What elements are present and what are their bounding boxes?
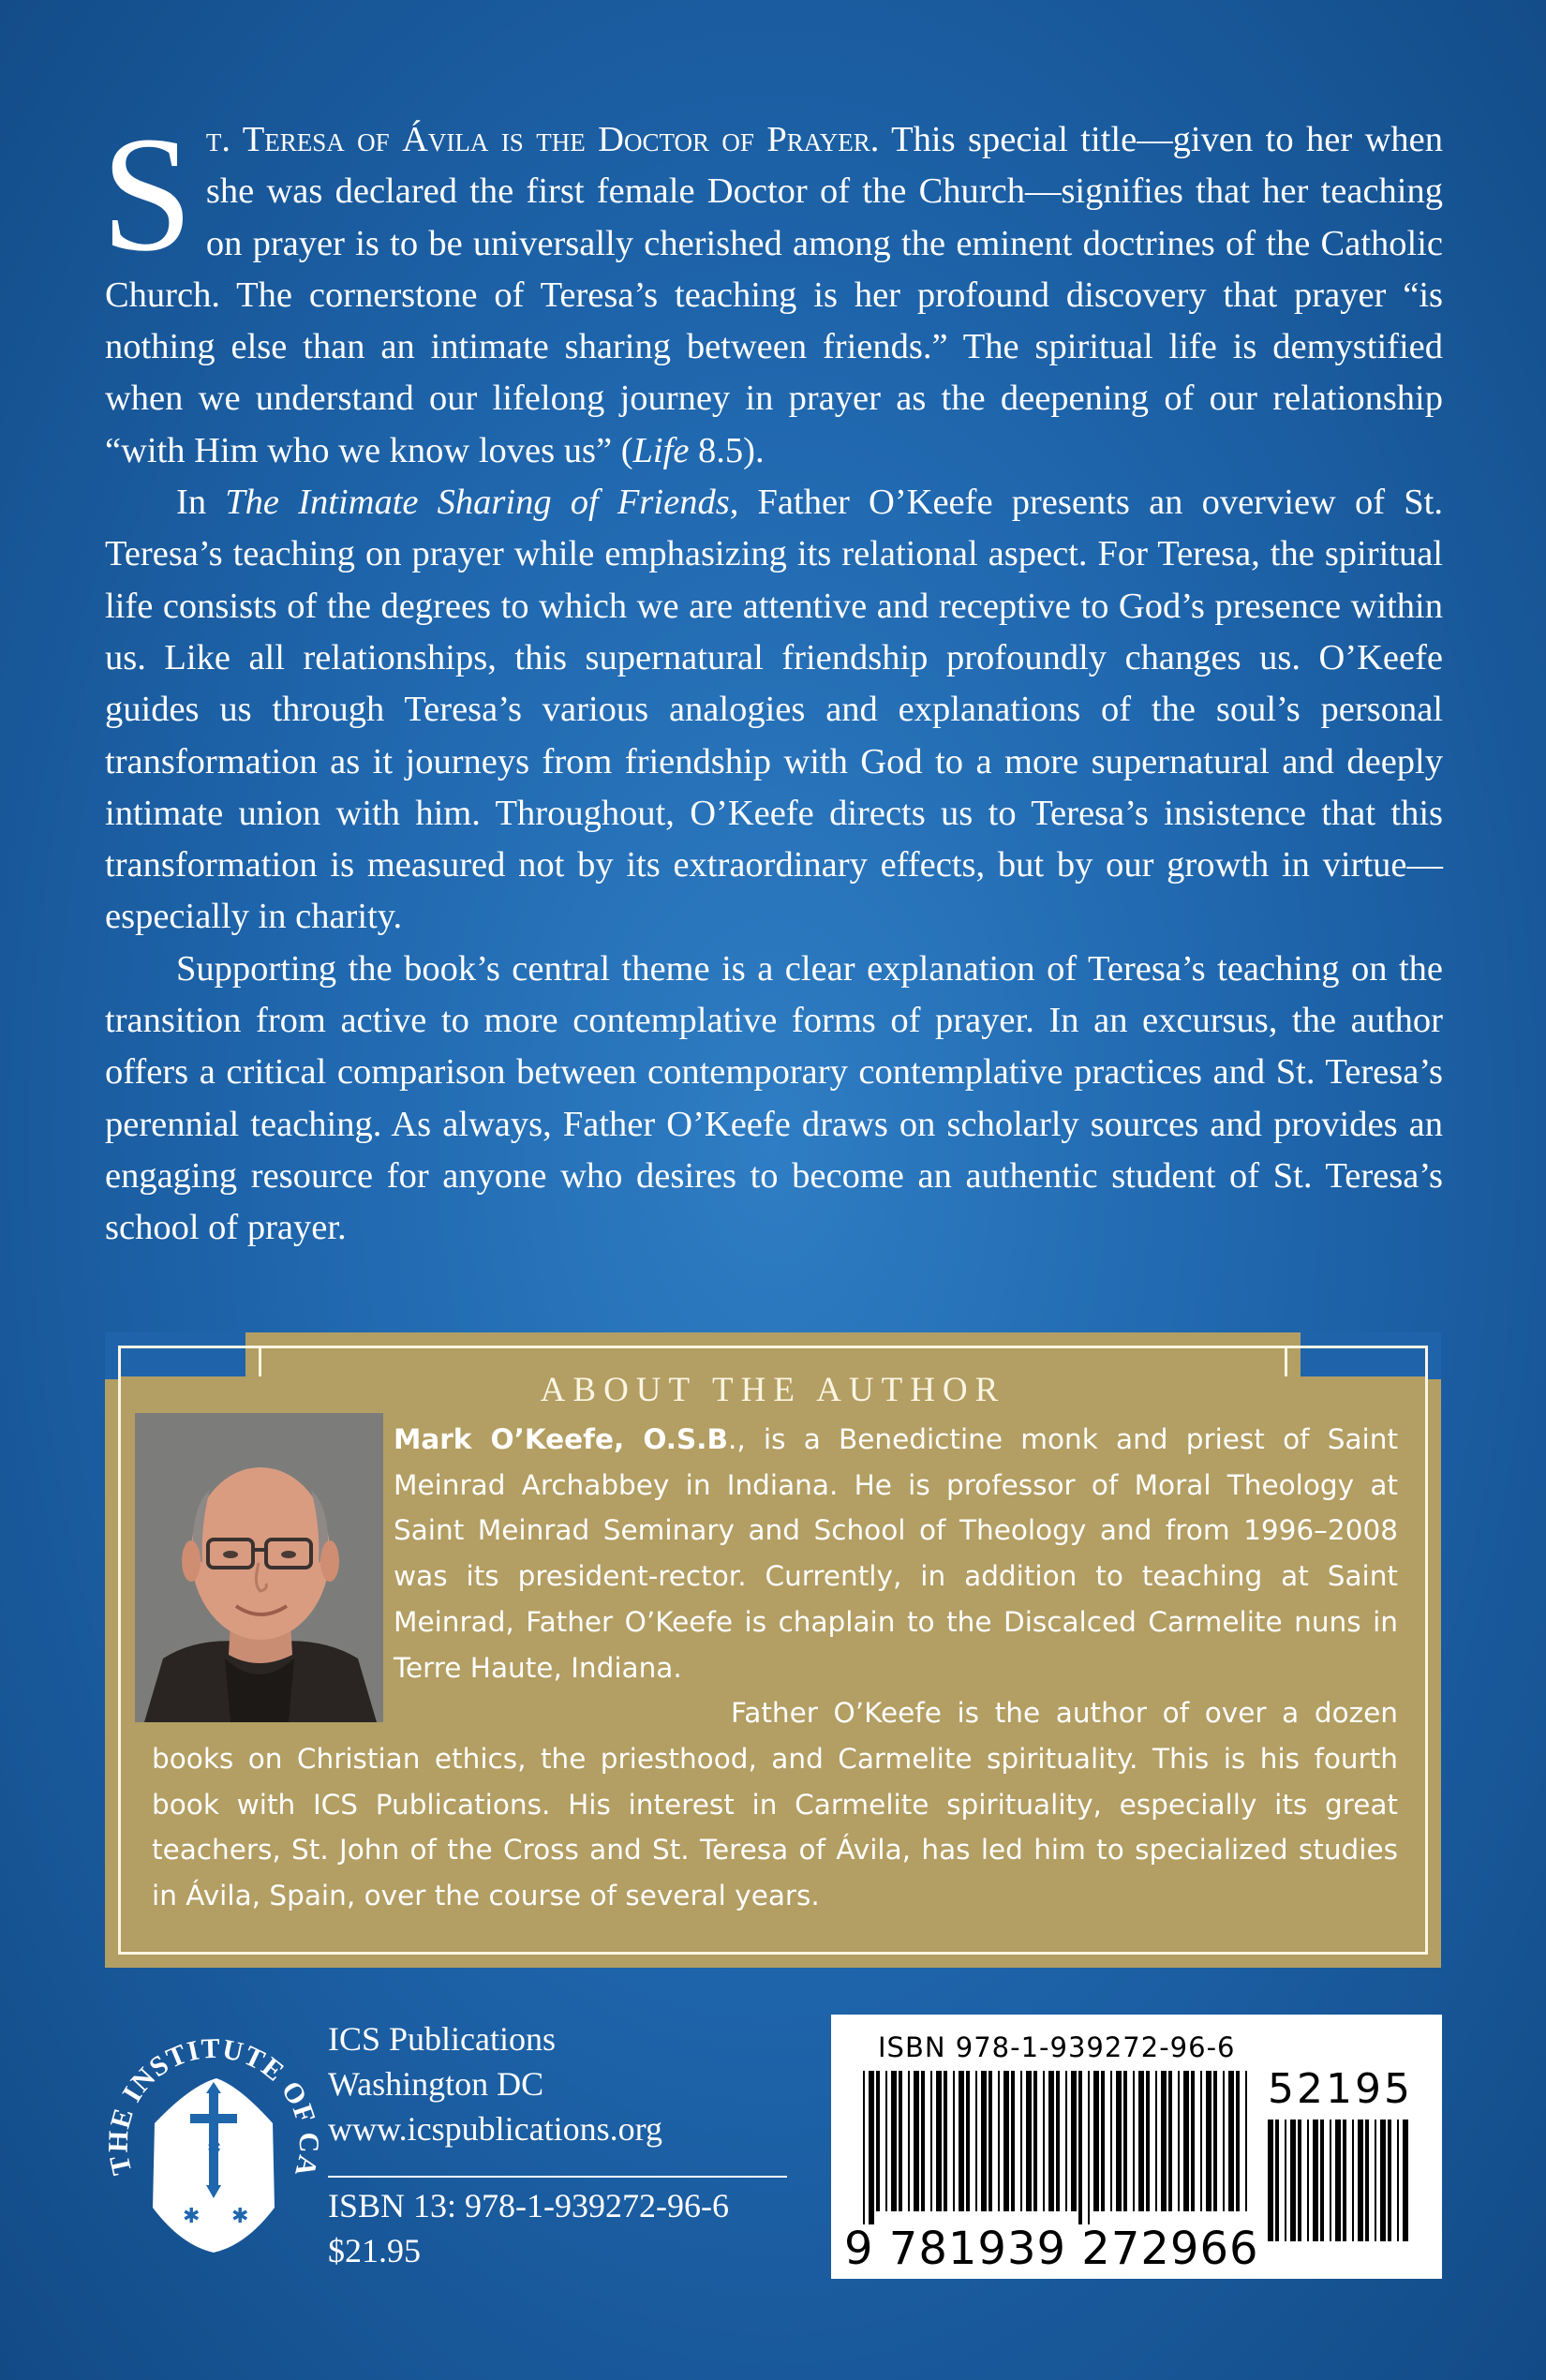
barcode-bar — [891, 2071, 897, 2211]
publisher-info — [328, 2016, 662, 2151]
barcode-bar — [1020, 2071, 1022, 2211]
barcode-bar — [1026, 2071, 1032, 2211]
author-name: Mark O’Keefe, O.S.B — [394, 1423, 728, 1455]
barcode-bar — [863, 2071, 865, 2224]
barcode-bar — [1178, 2071, 1180, 2211]
barcode-bar — [914, 2071, 919, 2211]
barcode-bar — [1146, 2071, 1150, 2211]
carmelite-institute-seal — [97, 2013, 331, 2275]
barcode-bar — [1352, 2120, 1354, 2241]
barcode-bar — [953, 2071, 955, 2211]
barcode-panel — [831, 2015, 1442, 2279]
barcode-bar — [1285, 2120, 1286, 2241]
barcode-bar — [1365, 2120, 1369, 2241]
price: $21.95 — [328, 2232, 421, 2269]
barcode-bar — [1088, 2071, 1090, 2224]
bio-text-2: Father O’Keefe is the author of over a dozen books on Christian ethics, the priesthood, and Carmelite spirituality. This is his fourth book with ICS Publications. His interest in Carmelite spirituality, especially its great teachers, St. John of the Cross and St. Teresa of Ávila, has led him to specialized studies in Ávila, Spain, over the course of several years. — [152, 1697, 1398, 1912]
description-paragraph-2 — [105, 477, 1443, 944]
author-biography — [152, 1417, 1398, 1919]
barcode-bar — [885, 2071, 887, 2211]
citation-reference: 8.5). — [689, 430, 765, 470]
barcode-bar — [1245, 2071, 1247, 2211]
barcode-bar — [1133, 2071, 1135, 2211]
book-description — [101, 103, 1443, 1255]
barcode-digits: 9 781939 272966 — [844, 2223, 1259, 2275]
publisher-name: ICS Publications — [328, 2020, 557, 2058]
barcode-bar — [1236, 2071, 1240, 2211]
barcode-bar — [1048, 2071, 1054, 2211]
barcode-bar — [1403, 2120, 1408, 2241]
barcode-bar — [1330, 2120, 1331, 2241]
drop-cap: S — [101, 103, 193, 286]
barcode-bar — [1397, 2120, 1399, 2241]
barcode-bar — [1191, 2071, 1195, 2211]
barcode-bar — [1358, 2120, 1363, 2241]
barcode-bar — [1043, 2071, 1045, 2211]
barcode-bar — [1071, 2071, 1077, 2211]
paragraph-1-text: . This special title—given to her when she was declared the first female Doctor of the Church—signifies that her teaching on prayer is to be universally cherished among the eminent doctrines of the Catholic Church. The cornerstone of Teresa’s teaching is her profound discovery that prayer “is nothing else than an intimate sharing between friends.” The spiritual life is demystified when we understand our lifelong journey in prayer as the deepening of our relationship “with Him who we know loves us” ( — [105, 120, 1443, 470]
barcode-bar — [1206, 2071, 1212, 2211]
barcode-bar — [1320, 2120, 1324, 2241]
bio-paragraph-1 — [152, 1417, 1398, 1690]
barcode-bar — [981, 2071, 987, 2211]
barcode-bar — [1155, 2071, 1157, 2211]
barcode-bar — [1116, 2071, 1122, 2211]
barcode-bar — [908, 2071, 910, 2211]
barcode-bar — [936, 2071, 942, 2211]
paragraph-3-text: Supporting the book’s central theme is a clear explanation of Teresa’s teaching on the transition from active to more contemplative forms of prayer. In an excursus, the author offers a critical comparison between contemporary contemplative practices and St. Teresa’s perennial teaching. As always, Father O’Keefe draws on scholarly sources and provides an engaging resource for anyone who desires to become an authentic student of St. Teresa’s school of prayer. — [105, 948, 1443, 1248]
barcode-bar — [1161, 2071, 1167, 2211]
book-title: The Intimate Sharing of Friends — [225, 483, 730, 523]
barcode-bar — [1268, 2120, 1273, 2241]
barcode-bar — [1380, 2120, 1386, 2241]
barcode-bar — [1065, 2071, 1067, 2211]
barcode-bar — [959, 2071, 964, 2211]
barcode-bar — [899, 2071, 902, 2211]
barcode-bar — [1110, 2071, 1112, 2211]
svg-text:✱: ✱ — [207, 2138, 222, 2158]
barcode-bar — [1183, 2071, 1189, 2211]
barcode-price-code: 52195 — [1268, 2065, 1413, 2113]
description-paragraph-3 — [105, 944, 1443, 1255]
isbn-and-price — [328, 2183, 729, 2273]
ean-barcode — [859, 2071, 1253, 2230]
paragraph-2-text: , Father O’Keefe presents an overview of St. Teresa’s teaching on prayer while emphasizing its relational aspect. For Teresa, the spiritual life consists of the degrees to which we are attentive and receptive to God’s presence within us. Like all relationships, this supernatural friendship profoundly changes us. O’Keefe guides us through Teresa’s various analogies and explanations of the soul’s personal transformation as it journeys from friendship with God to a more supernatural and deeply intimate union with him. Throughout, O’Keefe directs us to Teresa’s insistence that this transformation is measured not by its extraordinary effects, but by our growth in virtue—especially in charity. — [105, 483, 1443, 937]
price-addon-barcode — [1264, 2120, 1414, 2260]
barcode-bar — [1101, 2071, 1105, 2211]
barcode-bar — [1168, 2071, 1172, 2211]
publisher-city: Washington DC — [328, 2065, 544, 2103]
barcode-bar — [1123, 2071, 1127, 2211]
barcode-bar — [1313, 2120, 1318, 2241]
barcode-bar — [930, 2071, 932, 2211]
opening-small-caps: t. Teresa of Ávila is the Doctor of Prayer — [205, 120, 870, 159]
publisher-divider — [328, 2176, 787, 2178]
seal-text: THE INSTITUTE OF CA — [102, 2032, 325, 2180]
citation-title: Life — [632, 430, 690, 470]
barcode-bar — [1375, 2120, 1376, 2241]
barcode-bar — [1388, 2120, 1391, 2241]
bio-text-1: ., is a Benedictine monk and priest of Saint Meinrad Archabbey in Indiana. He is professor of Moral Theology at Saint Meinrad Seminary and School of Theology and from 1996–2008 was its president-rector. Currently, in addition to teaching at Saint Meinrad, Father O’Keefe is chaplain to the Discalced Carmelite nuns in Terre Haute, Indiana. — [394, 1423, 1399, 1684]
barcode-isbn-label: ISBN 978-1-939272-96-6 — [878, 2031, 1236, 2063]
barcode-bar — [944, 2071, 947, 2211]
barcode-bar — [1078, 2071, 1082, 2224]
barcode-bar — [966, 2071, 970, 2211]
barcode-bar — [1138, 2071, 1144, 2211]
barcode-bar — [1298, 2120, 1301, 2241]
barcode-bar — [1003, 2071, 1009, 2211]
barcode-bar — [1093, 2071, 1099, 2211]
barcode-bar — [998, 2071, 1000, 2211]
barcode-bar — [921, 2071, 925, 2211]
barcode-bar — [1335, 2120, 1341, 2241]
svg-text:✱: ✱ — [231, 2205, 249, 2228]
barcode-bar — [1213, 2071, 1217, 2211]
barcode-bar — [975, 2071, 977, 2211]
barcode-bar — [1200, 2071, 1202, 2211]
paragraph-2-lead: In — [176, 483, 226, 523]
barcode-bar — [1343, 2120, 1346, 2241]
barcode-bar — [1275, 2120, 1279, 2241]
barcode-bar — [1228, 2071, 1234, 2211]
barcode-bar — [1223, 2071, 1225, 2211]
barcode-bar — [1307, 2120, 1309, 2241]
barcode-bar — [1011, 2071, 1015, 2211]
barcode-bar — [876, 2071, 880, 2211]
publisher-website[interactable]: www.icspublications.org — [328, 2110, 662, 2148]
svg-text:✱: ✱ — [183, 2205, 201, 2228]
isbn-13: ISBN 13: 978-1-939272-96-6 — [328, 2187, 729, 2224]
barcode-bar — [1033, 2071, 1037, 2211]
barcode-bar — [989, 2071, 992, 2211]
barcode-bar — [1290, 2120, 1296, 2241]
about-heading: ABOUT THE AUTHOR — [540, 1371, 1006, 1409]
description-paragraph-1 — [101, 103, 1443, 477]
barcode-bar — [1056, 2071, 1060, 2211]
about-the-author-panel — [105, 1332, 1441, 1968]
barcode-bar — [869, 2071, 874, 2224]
